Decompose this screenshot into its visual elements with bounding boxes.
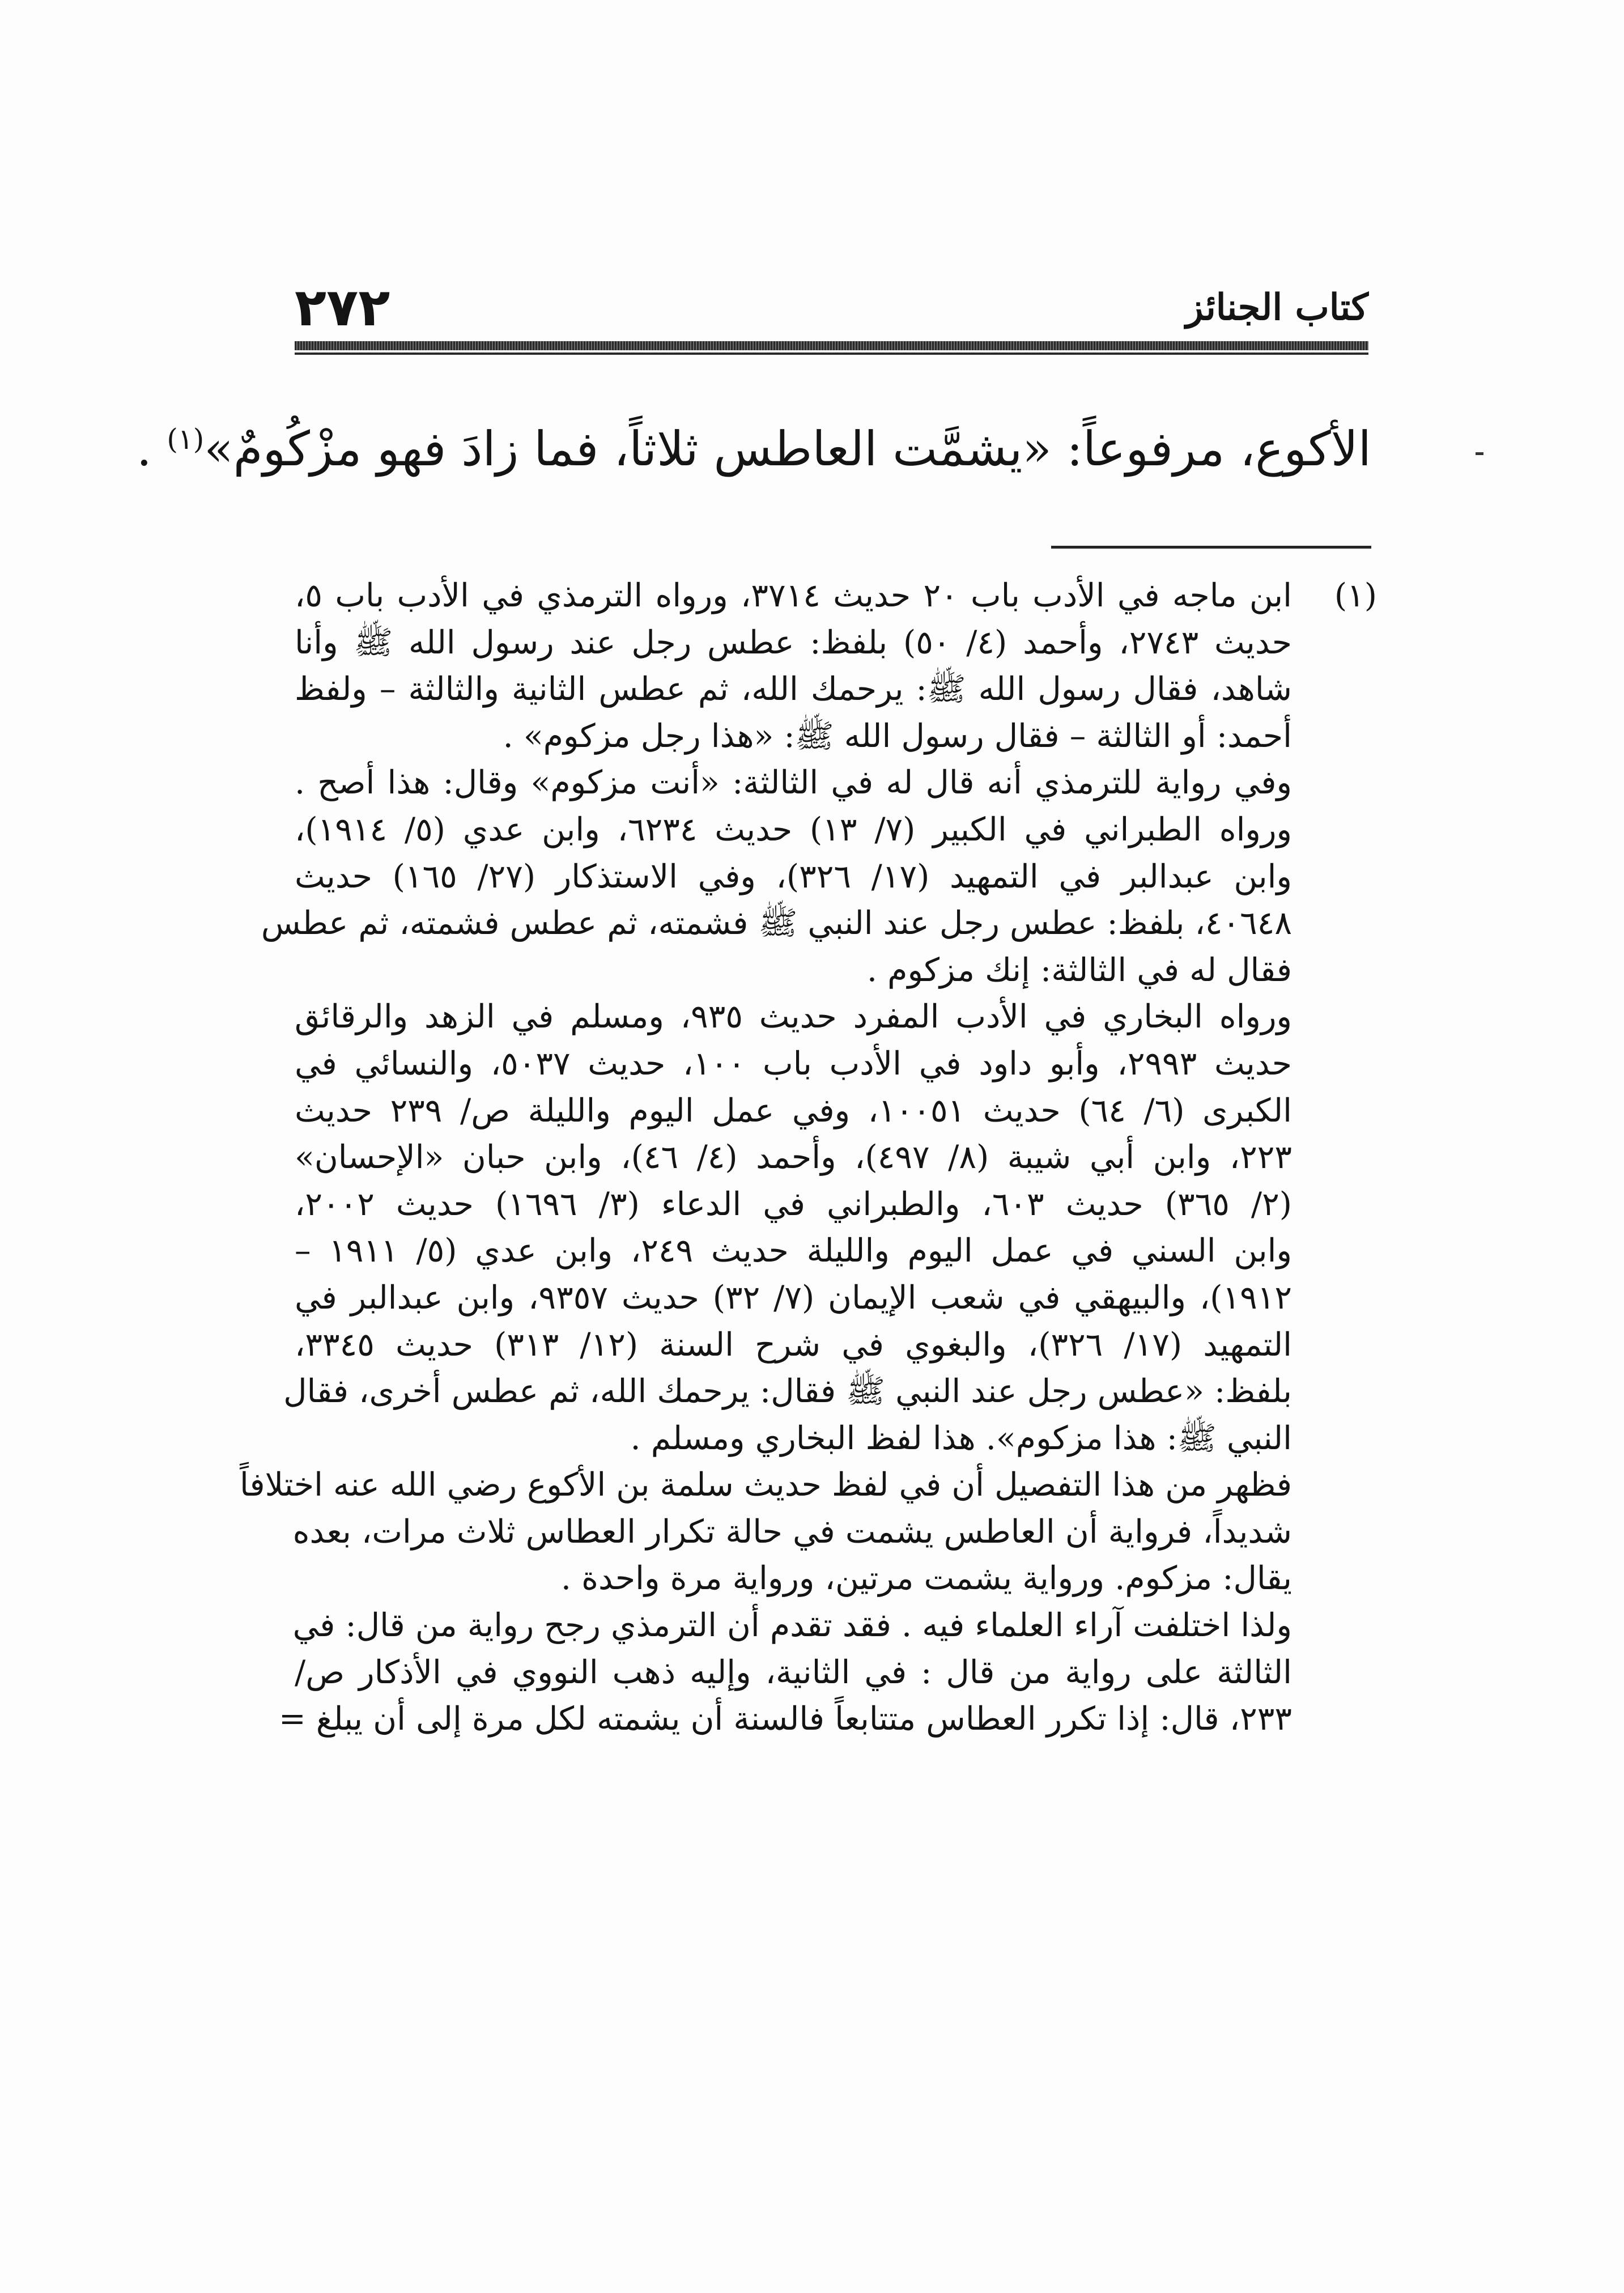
footnote-line: أحمد: أو الثالثة – فقال رسول الله ﷺ: «هذا رجل مزكوم» . <box>503 717 1292 755</box>
footnote-number: (١) <box>1334 577 1377 614</box>
main-text-line: الأكوع، مرفوعاً: «يشمَّت العاطس ثلاثاً، فما زادَ فهو مزْكُومٌ» <box>204 421 1371 477</box>
footnote-line: ٢٣٣، قال: إذا تكرر العطاس متتابعاً فالسنة أن يشمته لكل مرة إلى أن يبلغ = <box>279 1700 1292 1738</box>
footnote-line: التمهيد (١٧/ ٣٢٦)، والبغوي في شرح السنة (١٢/ ٣١٣) حديث ٣٣٤٥، <box>295 1326 1292 1364</box>
footnote-line: ٢٢٣، وابن أبي شيبة (٨/ ٤٩٧)، وأحمد (٤/ ٤٦)، وابن حبان «الإحسان» <box>295 1139 1293 1177</box>
footnote-line: الكبرى (٦/ ٦٤) حديث ١٠٠٥١، وفي عمل اليوم والليلة ص/ ٢٣٩ حديث <box>295 1092 1293 1129</box>
footnote-line: وابن السني في عمل اليوم والليلة حديث ٢٤٩، وابن عدي (٥/ ١٩١١ – <box>295 1232 1293 1270</box>
page-number: ٢٧٢ <box>295 277 390 338</box>
footnote-line: يقال: مزكوم. ورواية يشمت مرتين، ورواية مرة واحدة . <box>560 1560 1292 1598</box>
footnote-line: ١٩١٢)، والبيهقي في شعب الإيمان (٧/ ٣٢) حديث ٩٣٥٧، وابن عبدالبر في <box>295 1279 1292 1317</box>
footnote-line: ٤٠٦٤٨، بلفظ: عطس رجل عند النبي ﷺ فشمته، ثم عطس فشمته، ثم عطس <box>261 905 1292 942</box>
main-text-ending: . <box>136 421 152 477</box>
book-title: كتاب الجنائز <box>1185 286 1368 329</box>
footnote-line: وفي رواية للترمذي أنه قال له في الثالثة: «أنت مزكوم» وقال: هذا أصح . <box>295 764 1292 802</box>
footnote-line: حديث ٢٩٩٣، وأبو داود في الأدب باب ١٠٠، حديث ٥٠٣٧، والنسائي في <box>295 1044 1293 1082</box>
footnote-line: (١) ابن ماجه في الأدب باب ٢٠ حديث ٣٧١٤، ورواه الترمذي في الأدب باب ٥، <box>295 572 1377 619</box>
header-rule-thick <box>295 341 1368 350</box>
footnote-line: فقال له في الثالثة: إنك مزكوم . <box>866 951 1292 989</box>
footnote-line: وابن عبدالبر في التمهيد (١٧/ ٣٢٦)، وفي الاستذكار (٢٧/ ١٦٥) حديث <box>295 857 1292 895</box>
footnotes <box>240 572 1377 1743</box>
footnote-line: بلفظ: «عطس رجل عند النبي ﷺ فقال: يرحمك الله، ثم عطس أخرى، فقال <box>283 1373 1292 1411</box>
footnote-line: ولذا اختلفت آراء العلماء فيه . فقد تقدم أن الترمذي رجح رواية من قال: في <box>292 1607 1292 1645</box>
header-rule-thin <box>295 353 1368 355</box>
footnote-line: فظهر من هذا التفصيل أن في لفظ حديث سلمة بن الأكوع رضي الله عنه اختلافاً <box>240 1466 1292 1504</box>
footnote-line: النبي ﷺ: هذا مزكوم». هذا لفظ البخاري ومسلم . <box>630 1419 1292 1457</box>
footnote-line: حديث ٢٧٤٣، وأحمد (٤/ ٥٠) بلفظ: عطس رجل عند رسول الله ﷺ وأنا <box>295 623 1293 661</box>
main-text <box>136 402 1371 486</box>
margin-mark <box>1476 452 1483 455</box>
footnote-line: الثالثة على رواية من قال : في الثانية، وإليه ذهب النووي في الأذكار ص/ <box>295 1653 1292 1691</box>
footnote-line: ورواه البخاري في الأدب المفرد حديث ٩٣٥، ومسلم في الزهد والرقائق <box>295 998 1292 1036</box>
footnote-line: شاهد، فقال رسول الله ﷺ: يرحمك الله، ثم عطس الثانية والثالثة – ولفظ <box>295 670 1292 708</box>
footnote-separator <box>1051 546 1371 549</box>
footnote-line: (٢/ ٣٦٥) حديث ٦٠٣، والطبراني في الدعاء (٣/ ١٦٩٦) حديث ٢٠٠٢، <box>295 1185 1292 1223</box>
footnote-line: ورواه الطبراني في الكبير (٧/ ١٣) حديث ٦٢٣٤، وابن عدي (٥/ ١٩١٤)، <box>295 810 1293 848</box>
footnote-line: شديداً، فرواية أن العاطس يشمت في حالة تكرار العطاس ثلاث مرات، بعده <box>292 1513 1292 1551</box>
footnote-reference[interactable]: (١) <box>167 423 205 456</box>
